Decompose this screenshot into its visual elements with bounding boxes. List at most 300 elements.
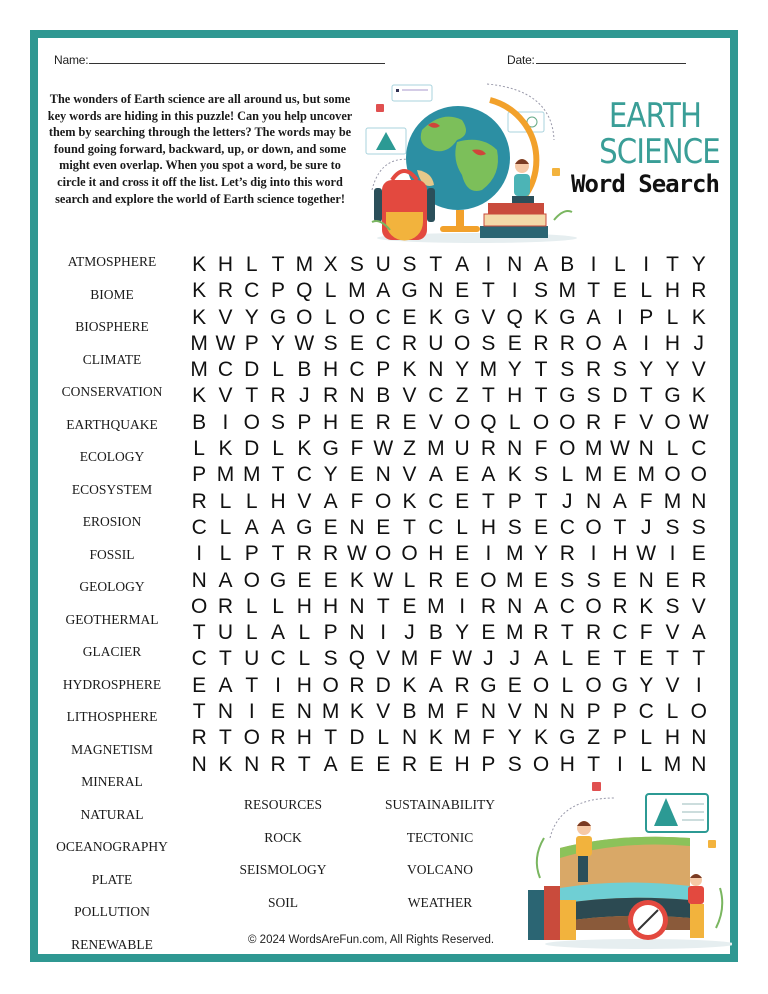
grid-cell[interactable]: H <box>664 331 681 355</box>
grid-cell[interactable]: H <box>296 673 312 697</box>
grid-cell[interactable]: M <box>505 621 524 645</box>
grid-cell[interactable]: E <box>349 331 364 355</box>
grid-cell[interactable]: V <box>481 305 496 329</box>
grid-cell[interactable]: K <box>349 700 364 724</box>
grid-cell[interactable]: J <box>693 331 705 355</box>
grid-cell[interactable]: W <box>609 437 630 461</box>
grid-cell[interactable]: Y <box>507 358 522 382</box>
grid-cell[interactable]: K <box>534 305 549 329</box>
grid-cell[interactable]: S <box>612 358 627 382</box>
grid-cell[interactable]: N <box>401 726 418 750</box>
grid-cell[interactable]: M <box>453 726 471 750</box>
grid-cell[interactable]: V <box>402 463 417 487</box>
grid-cell[interactable]: I <box>485 542 492 566</box>
grid-cell[interactable]: R <box>691 279 707 303</box>
grid-cell[interactable]: A <box>428 673 443 697</box>
grid-cell[interactable]: E <box>349 752 364 776</box>
grid-cell[interactable]: S <box>507 515 522 539</box>
grid-cell[interactable]: P <box>192 463 207 487</box>
grid-cell[interactable]: O <box>480 568 497 592</box>
grid-cell[interactable]: M <box>479 358 498 382</box>
grid-cell[interactable]: N <box>638 437 654 461</box>
grid-cell[interactable]: L <box>272 358 284 382</box>
grid-cell[interactable]: R <box>191 726 207 750</box>
grid-cell[interactable]: F <box>350 437 364 461</box>
grid-cell[interactable]: M <box>427 700 445 724</box>
grid-cell[interactable]: G <box>453 305 471 329</box>
grid-cell[interactable]: L <box>219 515 232 539</box>
grid-cell[interactable]: V <box>376 700 391 724</box>
grid-cell[interactable]: N <box>375 463 391 487</box>
grid-cell[interactable]: A <box>455 253 470 276</box>
grid-cell[interactable]: P <box>507 489 522 513</box>
grid-cell[interactable]: E <box>639 647 654 671</box>
grid-cell[interactable]: W <box>294 331 315 355</box>
grid-cell[interactable]: S <box>665 594 680 618</box>
grid-cell[interactable]: I <box>669 542 676 566</box>
grid-cell[interactable]: G <box>401 279 418 303</box>
letter-grid[interactable] <box>186 252 720 778</box>
grid-cell[interactable]: F <box>534 437 548 461</box>
grid-cell[interactable]: Q <box>506 305 523 329</box>
grid-cell[interactable]: O <box>375 489 392 513</box>
grid-cell[interactable]: C <box>191 647 207 671</box>
grid-cell[interactable]: E <box>297 568 312 592</box>
grid-cell[interactable]: R <box>586 358 602 382</box>
grid-cell[interactable]: Q <box>348 647 366 671</box>
grid-cell[interactable]: G <box>559 726 576 750</box>
grid-cell[interactable]: S <box>691 515 706 539</box>
grid-cell[interactable]: O <box>585 515 602 539</box>
grid-cell[interactable]: N <box>191 752 207 776</box>
grid-cell[interactable]: N <box>691 752 707 776</box>
grid-cell[interactable]: I <box>485 253 492 276</box>
grid-cell[interactable]: N <box>296 700 312 724</box>
grid-cell[interactable]: W <box>215 331 236 355</box>
grid-cell[interactable]: L <box>666 700 679 724</box>
grid-cell[interactable]: S <box>560 358 575 382</box>
grid-cell[interactable]: E <box>455 279 470 303</box>
grid-cell[interactable]: U <box>454 437 470 461</box>
grid-cell[interactable]: T <box>482 489 495 513</box>
grid-cell[interactable]: N <box>217 700 234 724</box>
grid-cell[interactable]: Q <box>296 279 313 303</box>
grid-cell[interactable]: S <box>586 384 601 408</box>
grid-cell[interactable]: W <box>636 542 657 566</box>
grid-cell[interactable]: T <box>192 700 206 724</box>
grid-cell[interactable]: W <box>373 568 394 592</box>
grid-cell[interactable]: H <box>664 279 681 303</box>
grid-cell[interactable]: V <box>691 358 706 382</box>
grid-cell[interactable]: F <box>639 489 653 513</box>
grid-cell[interactable]: O <box>585 594 602 618</box>
grid-cell[interactable]: E <box>507 331 522 355</box>
grid-cell[interactable]: P <box>244 542 259 566</box>
grid-cell[interactable]: R <box>480 594 496 618</box>
grid-cell[interactable]: K <box>192 279 207 303</box>
grid-cell[interactable]: N <box>507 437 523 461</box>
grid-cell[interactable]: K <box>534 726 549 750</box>
grid-cell[interactable]: P <box>481 752 496 776</box>
grid-cell[interactable]: O <box>664 410 681 434</box>
grid-cell[interactable]: E <box>402 594 417 618</box>
grid-cell[interactable]: I <box>459 594 466 618</box>
grid-cell[interactable]: O <box>559 410 576 434</box>
grid-cell[interactable]: T <box>403 515 416 539</box>
grid-cell[interactable]: U <box>244 647 260 671</box>
grid-cell[interactable]: K <box>297 437 312 461</box>
grid-cell[interactable]: A <box>323 752 338 776</box>
grid-cell[interactable]: K <box>402 358 417 382</box>
grid-cell[interactable]: E <box>586 647 601 671</box>
grid-cell[interactable]: M <box>321 700 340 724</box>
grid-cell[interactable]: V <box>428 410 443 434</box>
grid-cell[interactable]: Y <box>271 331 286 355</box>
grid-cell[interactable]: U <box>428 331 444 355</box>
grid-cell[interactable]: F <box>482 726 495 750</box>
grid-cell[interactable]: S <box>323 647 338 671</box>
grid-cell[interactable]: M <box>584 437 603 461</box>
grid-cell[interactable]: S <box>560 568 575 592</box>
grid-cell[interactable]: H <box>664 726 681 750</box>
grid-cell[interactable]: T <box>587 279 601 303</box>
grid-cell[interactable]: V <box>376 647 391 671</box>
grid-cell[interactable]: L <box>403 568 416 592</box>
grid-cell[interactable]: O <box>322 673 339 697</box>
grid-cell[interactable]: A <box>323 489 338 513</box>
grid-cell[interactable]: M <box>637 463 655 487</box>
grid-cell[interactable]: B <box>297 358 312 382</box>
grid-cell[interactable]: A <box>271 515 286 539</box>
grid-cell[interactable]: O <box>453 331 471 355</box>
grid-cell[interactable]: M <box>242 463 261 487</box>
grid-cell[interactable]: E <box>612 463 627 487</box>
grid-cell[interactable]: W <box>373 437 394 461</box>
grid-cell[interactable]: C <box>296 463 312 487</box>
grid-cell[interactable]: N <box>638 568 654 592</box>
grid-cell[interactable]: D <box>375 673 391 697</box>
grid-cell[interactable]: M <box>663 489 682 513</box>
grid-cell[interactable]: I <box>380 621 387 645</box>
grid-cell[interactable]: O <box>585 331 602 355</box>
grid-cell[interactable]: R <box>586 410 602 434</box>
grid-cell[interactable]: E <box>455 463 470 487</box>
grid-cell[interactable]: V <box>639 410 654 434</box>
grid-cell[interactable]: D <box>244 358 260 382</box>
grid-cell[interactable]: J <box>509 647 520 671</box>
grid-cell[interactable]: P <box>323 621 338 645</box>
grid-cell[interactable]: D <box>612 384 628 408</box>
grid-cell[interactable]: L <box>561 673 574 697</box>
grid-cell[interactable]: S <box>402 253 417 276</box>
grid-cell[interactable]: L <box>324 279 337 303</box>
grid-cell[interactable]: C <box>612 621 628 645</box>
grid-cell[interactable]: L <box>666 437 679 461</box>
grid-cell[interactable]: Z <box>403 437 416 461</box>
grid-cell[interactable]: E <box>691 542 706 566</box>
grid-cell[interactable]: R <box>612 594 628 618</box>
grid-cell[interactable]: N <box>507 253 523 276</box>
grid-cell[interactable]: S <box>534 463 549 487</box>
grid-cell[interactable]: Z <box>587 726 601 750</box>
grid-cell[interactable]: R <box>428 568 444 592</box>
grid-cell[interactable]: T <box>324 726 338 750</box>
grid-cell[interactable]: A <box>691 621 706 645</box>
grid-cell[interactable]: L <box>456 515 468 539</box>
grid-cell[interactable]: T <box>666 253 679 276</box>
grid-cell[interactable]: M <box>295 253 314 276</box>
grid-cell[interactable]: R <box>323 384 339 408</box>
name-line[interactable] <box>89 52 385 64</box>
grid-cell[interactable]: B <box>376 384 391 408</box>
grid-cell[interactable]: R <box>480 437 496 461</box>
grid-cell[interactable]: A <box>612 489 627 513</box>
grid-cell[interactable]: J <box>404 621 415 645</box>
grid-cell[interactable]: L <box>640 752 653 776</box>
grid-cell[interactable]: N <box>191 568 207 592</box>
grid-cell[interactable]: H <box>454 752 470 776</box>
grid-cell[interactable]: G <box>611 673 629 697</box>
grid-cell[interactable]: P <box>639 305 654 329</box>
grid-cell[interactable]: T <box>560 621 574 645</box>
grid-cell[interactable]: L <box>508 410 521 434</box>
grid-cell[interactable]: L <box>561 647 574 671</box>
grid-cell[interactable]: L <box>614 253 626 276</box>
grid-cell[interactable]: N <box>533 700 549 724</box>
grid-cell[interactable]: P <box>612 700 627 724</box>
grid-cell[interactable]: P <box>376 358 391 382</box>
grid-cell[interactable]: T <box>692 647 706 671</box>
grid-cell[interactable]: A <box>218 568 233 592</box>
grid-cell[interactable]: A <box>534 647 549 671</box>
grid-cell[interactable]: O <box>296 305 313 329</box>
grid-cell[interactable]: T <box>482 384 495 408</box>
grid-cell[interactable]: E <box>428 752 443 776</box>
grid-cell[interactable]: T <box>534 489 548 513</box>
grid-cell[interactable]: Z <box>455 384 469 408</box>
grid-cell[interactable]: E <box>481 621 496 645</box>
grid-cell[interactable]: V <box>665 621 680 645</box>
grid-cell[interactable]: H <box>428 542 444 566</box>
grid-cell[interactable]: M <box>505 542 524 566</box>
grid-cell[interactable]: H <box>559 752 575 776</box>
grid-cell[interactable]: P <box>297 410 312 434</box>
grid-cell[interactable]: O <box>375 542 392 566</box>
grid-cell[interactable]: C <box>559 515 575 539</box>
grid-cell[interactable]: M <box>216 463 235 487</box>
grid-cell[interactable]: T <box>613 647 627 671</box>
grid-cell[interactable]: B <box>560 253 575 276</box>
grid-cell[interactable]: A <box>244 515 259 539</box>
grid-cell[interactable]: M <box>663 752 682 776</box>
grid-cell[interactable]: K <box>428 305 443 329</box>
grid-cell[interactable]: P <box>271 279 286 303</box>
grid-cell[interactable]: N <box>349 384 365 408</box>
grid-cell[interactable]: H <box>217 253 234 276</box>
grid-cell[interactable]: Q <box>480 410 497 434</box>
grid-cell[interactable]: E <box>402 305 417 329</box>
grid-cell[interactable]: M <box>558 279 577 303</box>
grid-cell[interactable]: T <box>297 752 311 776</box>
grid-cell[interactable]: E <box>507 673 522 697</box>
grid-cell[interactable]: O <box>243 410 260 434</box>
grid-cell[interactable]: I <box>196 542 203 566</box>
grid-cell[interactable]: L <box>245 594 258 618</box>
grid-cell[interactable]: E <box>376 752 391 776</box>
grid-cell[interactable]: E <box>455 489 470 513</box>
grid-cell[interactable]: M <box>348 279 366 303</box>
grid-cell[interactable]: O <box>348 305 366 329</box>
grid-cell[interactable]: N <box>428 279 444 303</box>
grid-cell[interactable]: L <box>245 489 258 513</box>
grid-cell[interactable]: E <box>665 568 680 592</box>
grid-cell[interactable]: L <box>640 726 653 750</box>
grid-cell[interactable]: L <box>272 437 284 461</box>
grid-cell[interactable]: F <box>455 700 469 724</box>
grid-cell[interactable]: N <box>349 621 365 645</box>
grid-cell[interactable]: I <box>616 305 623 329</box>
grid-cell[interactable]: C <box>428 489 444 513</box>
grid-cell[interactable]: F <box>613 410 627 434</box>
grid-cell[interactable]: N <box>349 515 365 539</box>
grid-cell[interactable]: V <box>218 305 233 329</box>
grid-cell[interactable]: K <box>691 305 706 329</box>
grid-cell[interactable]: R <box>296 542 312 566</box>
grid-cell[interactable]: W <box>688 410 709 434</box>
grid-cell[interactable]: W <box>347 542 367 566</box>
grid-cell[interactable]: V <box>218 384 233 408</box>
grid-cell[interactable]: N <box>244 752 260 776</box>
grid-cell[interactable]: H <box>507 384 523 408</box>
grid-cell[interactable]: A <box>376 279 391 303</box>
grid-cell[interactable]: T <box>271 542 285 566</box>
grid-cell[interactable]: I <box>590 253 597 276</box>
grid-cell[interactable]: Y <box>691 253 706 276</box>
grid-cell[interactable]: J <box>299 384 310 408</box>
grid-cell[interactable]: A <box>586 305 601 329</box>
grid-cell[interactable]: K <box>192 253 207 276</box>
grid-cell[interactable]: L <box>298 647 311 671</box>
grid-cell[interactable]: K <box>402 673 417 697</box>
grid-cell[interactable]: M <box>400 647 419 671</box>
grid-cell[interactable]: M <box>427 437 445 461</box>
grid-cell[interactable]: V <box>297 489 312 513</box>
grid-cell[interactable]: Y <box>323 463 338 487</box>
grid-cell[interactable]: L <box>245 253 258 276</box>
grid-cell[interactable]: G <box>480 673 497 697</box>
grid-cell[interactable]: L <box>219 489 232 513</box>
grid-cell[interactable]: R <box>217 594 234 618</box>
grid-cell[interactable]: V <box>665 673 680 697</box>
grid-cell[interactable]: N <box>559 700 575 724</box>
grid-cell[interactable]: I <box>275 673 281 697</box>
grid-cell[interactable]: T <box>219 726 232 750</box>
grid-cell[interactable]: W <box>452 647 473 671</box>
grid-cell[interactable]: I <box>643 253 650 276</box>
grid-cell[interactable]: K <box>218 437 233 461</box>
grid-cell[interactable]: S <box>665 515 680 539</box>
grid-cell[interactable]: G <box>322 437 339 461</box>
grid-cell[interactable]: M <box>505 568 524 592</box>
grid-cell[interactable]: L <box>561 463 574 487</box>
grid-cell[interactable]: E <box>612 568 627 592</box>
grid-cell[interactable]: I <box>616 752 623 776</box>
grid-cell[interactable]: R <box>375 410 391 434</box>
grid-cell[interactable]: S <box>349 253 364 276</box>
grid-cell[interactable]: L <box>219 542 232 566</box>
grid-cell[interactable]: C <box>428 515 444 539</box>
grid-cell[interactable]: H <box>270 489 286 513</box>
grid-cell[interactable]: T <box>482 279 495 303</box>
grid-cell[interactable]: A <box>534 594 549 618</box>
grid-cell[interactable]: R <box>349 673 365 697</box>
grid-cell[interactable]: T <box>613 515 627 539</box>
grid-cell[interactable]: O <box>532 752 550 776</box>
grid-cell[interactable]: B <box>402 700 417 724</box>
grid-cell[interactable]: R <box>270 752 286 776</box>
grid-cell[interactable]: A <box>534 253 549 276</box>
grid-cell[interactable]: J <box>483 647 494 671</box>
grid-cell[interactable]: E <box>349 410 364 434</box>
grid-cell[interactable]: U <box>217 621 234 645</box>
grid-cell[interactable]: L <box>245 621 258 645</box>
grid-cell[interactable]: R <box>270 384 286 408</box>
grid-cell[interactable]: A <box>218 673 233 697</box>
grid-cell[interactable]: N <box>428 358 444 382</box>
grid-cell[interactable]: Y <box>455 358 470 382</box>
grid-cell[interactable]: O <box>453 410 471 434</box>
grid-cell[interactable]: O <box>690 700 707 724</box>
grid-cell[interactable]: K <box>691 384 706 408</box>
grid-cell[interactable]: B <box>428 621 443 645</box>
grid-cell[interactable]: O <box>401 542 418 566</box>
grid-cell[interactable]: E <box>534 515 549 539</box>
grid-cell[interactable]: O <box>690 463 707 487</box>
grid-cell[interactable]: C <box>217 358 234 382</box>
grid-cell[interactable]: E <box>534 568 549 592</box>
grid-cell[interactable]: E <box>402 410 417 434</box>
grid-cell[interactable]: J <box>562 489 573 513</box>
grid-cell[interactable]: K <box>192 384 207 408</box>
grid-cell[interactable]: C <box>638 700 654 724</box>
grid-cell[interactable]: S <box>534 279 549 303</box>
grid-cell[interactable]: H <box>296 594 312 618</box>
grid-cell[interactable]: V <box>691 594 706 618</box>
grid-cell[interactable]: N <box>586 489 602 513</box>
grid-cell[interactable]: K <box>507 463 522 487</box>
grid-cell[interactable]: R <box>270 726 286 750</box>
grid-cell[interactable]: G <box>664 384 681 408</box>
grid-cell[interactable]: I <box>643 331 650 355</box>
grid-cell[interactable]: I <box>695 673 702 697</box>
grid-cell[interactable]: O <box>190 594 208 618</box>
grid-cell[interactable]: R <box>401 752 418 776</box>
grid-cell[interactable]: T <box>271 463 285 487</box>
grid-cell[interactable]: H <box>323 594 339 618</box>
grid-cell[interactable]: E <box>323 568 338 592</box>
name-field[interactable] <box>54 52 385 67</box>
grid-cell[interactable]: I <box>248 700 255 724</box>
grid-cell[interactable]: N <box>691 726 707 750</box>
grid-cell[interactable]: C <box>375 305 391 329</box>
grid-cell[interactable]: O <box>559 437 576 461</box>
grid-cell[interactable]: G <box>296 515 313 539</box>
grid-cell[interactable]: L <box>666 305 679 329</box>
grid-cell[interactable]: C <box>428 384 444 408</box>
grid-cell[interactable]: E <box>455 542 470 566</box>
grid-cell[interactable]: S <box>323 331 338 355</box>
grid-cell[interactable]: E <box>271 700 286 724</box>
